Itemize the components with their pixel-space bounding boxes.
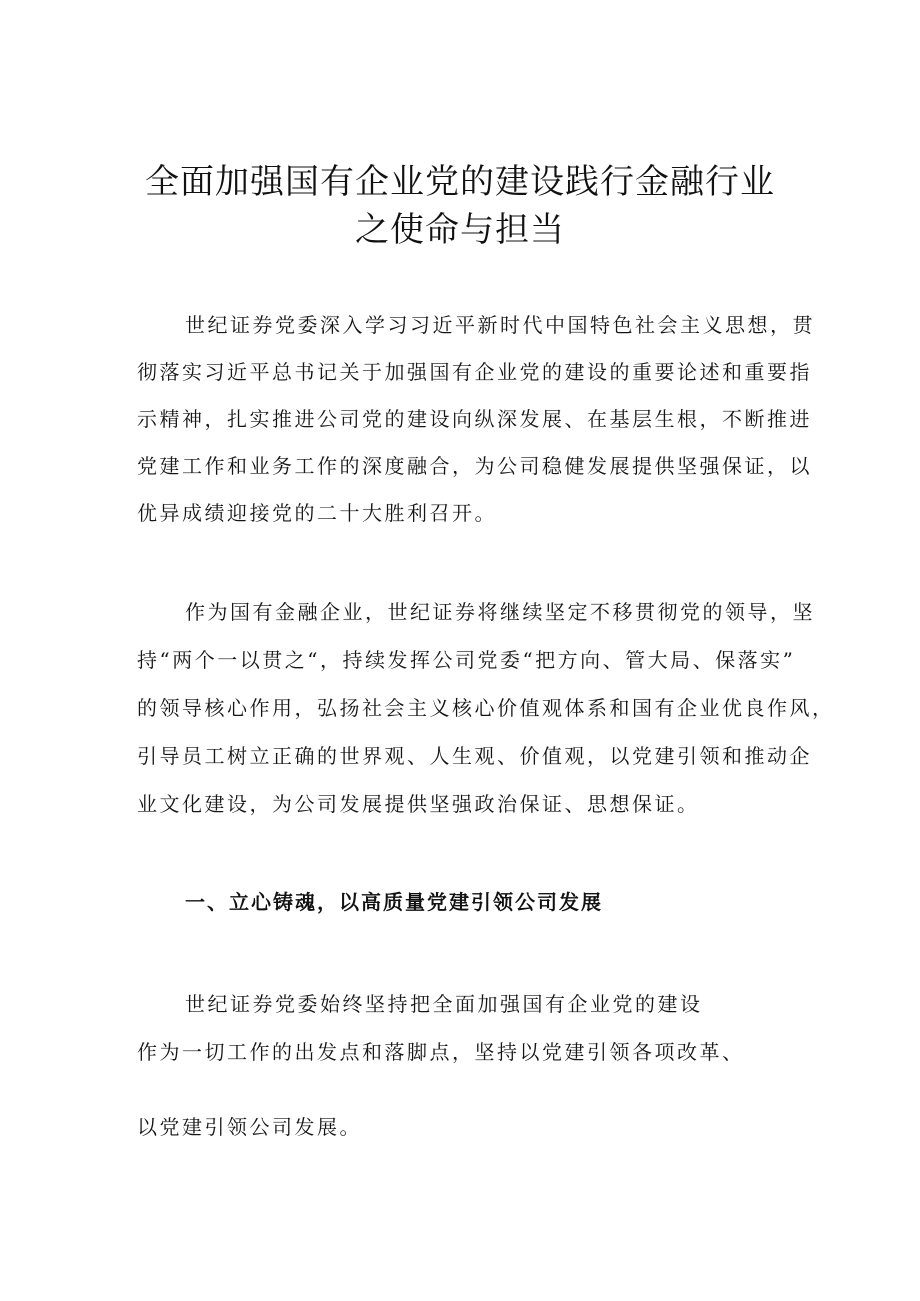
paragraph-line: 彻落实习近平总书记关于加强国有企业党的建设的重要论述和重要指 bbox=[137, 360, 812, 384]
paragraph-line: 的领导核心作用，弘扬社会主义核心价值观体系和国有企业优良作风， bbox=[137, 696, 835, 720]
paragraph-line: 以党建引领公司发展。 bbox=[137, 1115, 362, 1139]
paragraph-line: 世纪证券党委深入学习习近平新时代中国特色社会主义思想，贯 bbox=[185, 313, 815, 337]
paragraph-line: 业文化建设，为公司发展提供坚强政治保证、思想保证。 bbox=[137, 792, 700, 816]
document-title-line-2: 之使命与担当 bbox=[355, 210, 565, 250]
paragraph-line: 作为国有金融企业，世纪证券将继续坚定不移贯彻党的领导，坚 bbox=[185, 600, 815, 624]
paragraph-line: 引导员工树立正确的世界观、人生观、价值观，以党建引领和推动企 bbox=[137, 744, 812, 768]
paragraph-line: 世纪证券党委始终坚持把全面加强国有企业党的建设 bbox=[185, 992, 703, 1016]
paragraph-line: 作为一切工作的出发点和落脚点，坚持以党建引领各项改革、 bbox=[137, 1040, 745, 1064]
paragraph-line: 党建工作和业务工作的深度融合，为公司稳健发展提供坚强保证，以 bbox=[137, 454, 812, 478]
paragraph-line: 持“两个一以贯之“，持续发挥公司党委“把方向、管大局、保落实” bbox=[137, 648, 796, 672]
document-title-line-1: 全面加强国有企业党的建设践行金融行业 bbox=[145, 162, 775, 202]
section-heading: 一、立心铸魂，以高质量党建引领公司发展 bbox=[185, 890, 603, 914]
paragraph-line: 示精神，扎实推进公司党的建设向纵深发展、在基层生根，不断推进 bbox=[137, 407, 812, 431]
paragraph-line: 优异成绩迎接党的二十大胜利召开。 bbox=[137, 501, 497, 525]
